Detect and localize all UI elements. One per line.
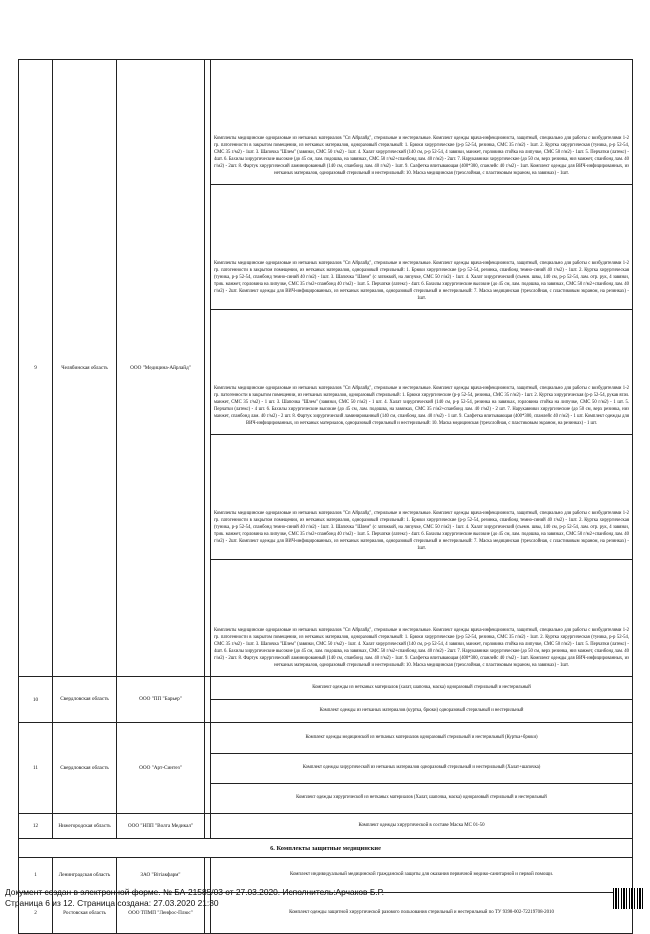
row-number: 9 bbox=[19, 60, 53, 677]
region-cell: Ленинградская область bbox=[53, 858, 117, 893]
organization-cell: ООО "Арт-Синтез" bbox=[117, 723, 205, 814]
registry-table bbox=[18, 59, 633, 934]
section-row bbox=[19, 839, 633, 858]
table-row bbox=[19, 677, 633, 723]
footer-line: Документ создан в электронной форме. № БА-21585/03 от 27.03.2020. Исполнитель:Арчаков Б.Р. bbox=[5, 887, 384, 897]
organization-cell: ЗАО "Вітіакфарм" bbox=[117, 858, 205, 893]
footer-line: Страница 6 из 12. Страница создана: 27.03.2020 21:30 bbox=[5, 898, 219, 908]
row-number: 2 bbox=[19, 893, 53, 934]
item-description: Комплект одежды из нетканых материалов (халат, шапочка, маска) одноразовый стерильный и нестерильный bbox=[211, 677, 632, 700]
document-footer bbox=[5, 887, 384, 909]
item-description: Комплект одежды из нетканых материалов (куртка, брюки) одноразовый стерильный и нестерильный bbox=[319, 708, 524, 714]
kit-description: Комплекты медицинские одноразовые из нетканых материалов "Сп Айрлайд", стерильные и нестерильные. Комплект одежды врача-инфекциониста, защитный, специально для работы с возбудителями 1-2 гр. патогенности в закрытом помещении, из нетканых материалов, одноразовый стерильный: 1. Брюки хирургические (р-р 52-54, резинка, спанбонд темно-синий 40 г/м2) - 1шт. 2. Куртка хирургическая (туника, р-р 52-54, спанбонд темно-синий 40 г/м2) - 1шт. 3. Шапочка "Шлем" (с затяжкой, на липучке, СМС 50 г/м2) - 1шт. 4. Халат хирургический (съемн. швы, 140 см, р-р 52-54, лам. отр. рук, 4 завязки, трик. манжет, горловина на липучке, СМС 35 г/м2+спанбонд 40 г/м2) - 1шт. 5. Перчатки (латекс) - 4шт. 6. Бахилы хирургические высокие (до 45 см, лам. подошва, на завязках, СМС 50 г/м2+спанбонд лам. 40 г/м2) - 2шт. Комплект одежды для ВИЧ-инфицированных, из нетканых материалов, одноразовый стерильный и нестерильный: 7. Маска медицинская (трехслойная, с пластиковым экраном, на резинках) - 1шт. bbox=[211, 435, 632, 560]
table-row bbox=[19, 60, 633, 677]
document-table-wrapper bbox=[18, 59, 632, 934]
row-number: 11 bbox=[19, 723, 53, 814]
item-description: Комплект одежды хирургической в составе Маска МС 01-50 bbox=[211, 814, 633, 839]
description-cell bbox=[211, 723, 633, 814]
item-description: Комплект одежды медицинской из нетканых материалов одноразовый стерильный и нестерильный (Куртка+брюки) bbox=[211, 724, 632, 754]
kit-description: Комплекты медицинские одноразовые из нетканых материалов "Сп Айрлайд", стерильные и нестерильные. Комплект одежды врача-инфекциониста, защитный, специально для работы с возбудителями 1-2 гр. патогенности в закрытом помещении, из нетканых материалов, одноразовый стерильный: 1. Брюки хирургические (р-р 52-54, резинка, СМС 35 г/м2) - 1шт. 2. Куртка хирургическая (туника, р-р 52-54, СМС 35 г/м2) - 1шт. 3. Шапочка "Шлем" (завязки, СМС 50 г/м2) - 1шт. 4. Халат хирургический (140 см, р-р 52-54, 4 завязки, манжет, горловина стойка на липучке, СМС 50 г/м2) - 1шт. 5. Перчатки (латекс) - 4шт. 6. Бахилы хирургические высокие (до 45 см, лам. подошва, на завязках, СМС 50 г/м2+спанбонд лам. 40 г/м2) - 2шт. 7. Нарукавники хирургические (до 50 см, верх резинка, низ манжет, спанбонд лам. 40 г/м2) - 2шт. 8. Фартук хирургический ламинированный (140 см, спанбонд лам. 40 г/м2) - 1шт. 9. Салфетка впитывающая (400*300, спанлейс 40 г/м2) - 1шт. Комплект одежды для ВИЧ-инфицированных, из нетканых материалов, одноразовый стерильный и нестерильный: 10. Маска медицинская (трехслойная, с пластиковым экраном, на завязках) - 1шт. bbox=[214, 627, 629, 668]
kit-description: Комплекты медицинские одноразовые из нетканых материалов "Сп Айрлайд", стерильные и нестерильные. Комплект одежды врача-инфекциониста, защитный, специально для работы с возбудителями 1-2 гр. патогенности в закрытом помещении, из нетканых материалов, одноразовый стерильный: 1. Брюки хирургические (р-р 52-54, резинка, СМС 35 г/м2) - 1шт. 2. Куртка хирургическая (туника, р-р 52-54, СМС 35 г/м2) - 1шт. 3. Шапочка "Шлем" (завязки, СМС 50 г/м2) - 1шт. 4. Халат хирургический (140 см, р-р 52-54, 4 завязки, манжет, горловина стойка на липучке, СМС 50 г/м2) - 1шт. 5. Перчатки (латекс) - 4шт. 6. Бахилы хирургические высокие (до 45 см, лам. подошва, на завязках, СМС 50 г/м2+спанбонд лам. 40 г/м2) - 2шт. 7. Нарукавники хирургические (до 50 см, верх резинка, низ манжет, спанбонд лам. 40 г/м2) - 2шт. 8. Фартук хирургический ламинированный (140 см, спанбонд лам. 40 г/м2) - 1шт. 9. Салфетка впитывающая (400*300, спанлейс 40 г/м2) - 1шт. Комплект одежды для ВИЧ-инфицированных, из нетканых материалов, одноразовый стерильный и нестерильный: 10. Маска медицинская (трехслойная, с пластиковым экраном, на завязках) - 1шт. bbox=[211, 60, 632, 185]
organization-cell: ООО ТПМП "Ленфос-Плюс" bbox=[117, 893, 205, 934]
row-number: 10 bbox=[19, 677, 53, 723]
item-description: Комплект одежды защитной хирургической разового пользования стерильный и нестерильный по ТУ 9398-002-72219708-2010 bbox=[211, 893, 633, 934]
row-number: 12 bbox=[19, 814, 53, 839]
item-description: Комплект одежды хирургической из нетканых материалов (Халат, шапочка, маска) одноразовый стерильный и нестерильный bbox=[296, 795, 547, 801]
region-cell: Свердловская область bbox=[53, 723, 117, 814]
description-cell bbox=[211, 60, 633, 677]
kit-description: Комплекты медицинские одноразовые из нетканых материалов "Сп Айрлайд", стерильные и нестерильные. Комплект одежды врача-инфекциониста, защитный, специально для работы с возбудителями 1-2 гр. патогенности в закрытом помещении, из нетканых материалов, одноразовый стерильный: 1. Брюки хирургические (р-р 52-54, резинка, спанбонд темно-синий 40 г/м2) - 1шт. 2. Куртка хирургическая (туника, р-р 52-54, спанбонд темно-синий 40 г/м2) - 1шт. 3. Шапочка "Шлем" (с затяжкой, на липучке, СМС 50 г/м2) - 1шт. 4. Халат хирургический (съемн. швы, 140 см, р-р 52-54, лам. отр. рук, 4 завязки, трик. манжет, горловина на липучке, СМС 35 г/м2+спанбонд 40 г/м2) - 1шт. 5. Перчатки (латекс) - 4шт. 6. Бахилы хирургические высокие (до 45 см, лам. подошва, на завязках, СМС 50 г/м2+спанбонд лам. 40 г/м2) - 2шт. Комплект одежды для ВИЧ-инфицированных, из нетканых материалов, одноразовый стерильный и нестерильный: 7. Маска медицинская (трехслойная, с пластиковым экраном, на резинках) - 1шт. bbox=[211, 185, 632, 310]
item-description: Комплект индивидуальный медицинской гражданской защиты для оказания первичной медико-санитарной и первой помощи. bbox=[211, 858, 633, 893]
organization-cell: ООО "НПП "Волга Медикал" bbox=[117, 814, 205, 839]
table-row bbox=[19, 723, 633, 814]
organization-cell: ООО "Медицина-Айрлайд" bbox=[117, 60, 205, 677]
region-cell: Нижегородская область bbox=[53, 814, 117, 839]
region-cell: Ростовская область bbox=[53, 893, 117, 934]
item-description: Комплект одежды хирургической из нетканых материалов одноразовый стерильный и нестерильный (Халат+шапочка) bbox=[211, 754, 632, 784]
region-cell: Свердловская область bbox=[53, 677, 117, 723]
kit-description: Комплекты медицинские одноразовые из нетканых материалов "Сп Айрлайд", стерильные и нестерильные. Комплект одежды врача-инфекциониста, защитный, специально для работы с возбудителями 1-2 гр. патогенности в закрытом помещении, из нетканых материалов, одноразовый стерильный: 1. Брюки хирургические (р-р 52-54, резинка, СМС 35 г/м2) - 1шт. 2. Куртка хирургическая (р-р 52-54, рукав втач. манжет, СМС 35 г/м2) - 1 шт. 3. Шапочка "Шлем" (завязки, СМС 50 г/м2) - 1 шт. 4. Халат хирургический (140 см, р-р 52-54, резинка на завязках, горловина стойка на липучке, СМС 50 г/м2) - 1 шт. 5. Перчатки (латекс) - 4 шт. 6. Бахилы хирургические высокие (до 45 см, лам. подошва, на завязках, СМС 35 г/м2+спанбонд лам. 40 г/м2) - 2 шт. 7. Нарукавники хирургические (до 50 см, верх резинка, низ манжет, спанбонд лам. 40 г/м2) - 2 шт. 8. Фартук хирургический ламинированный (140 см, спанбонд лам. 40 г/м2) - 1 шт. 9. Салфетка впитывающая (400*300, спанлейс 40 г/м2) - 1 шт. Комплект одежды для ВИЧ-инфицированных, из нетканых материалов, одноразовый стерильный и нестерильный: 10. Маска медицинская (трехслойная, с пластиковым экраном, на резинках) - 1 шт. bbox=[211, 310, 632, 435]
description-cell bbox=[211, 677, 633, 723]
region-cell: Челябинская область bbox=[53, 60, 117, 677]
barcode-icon bbox=[613, 888, 644, 909]
table-row bbox=[19, 814, 633, 839]
section-heading: 6. Комплекты защитные медицинские bbox=[19, 839, 633, 858]
row-number: 1 bbox=[19, 858, 53, 893]
organization-cell: ООО "ПП "Барьер" bbox=[117, 677, 205, 723]
